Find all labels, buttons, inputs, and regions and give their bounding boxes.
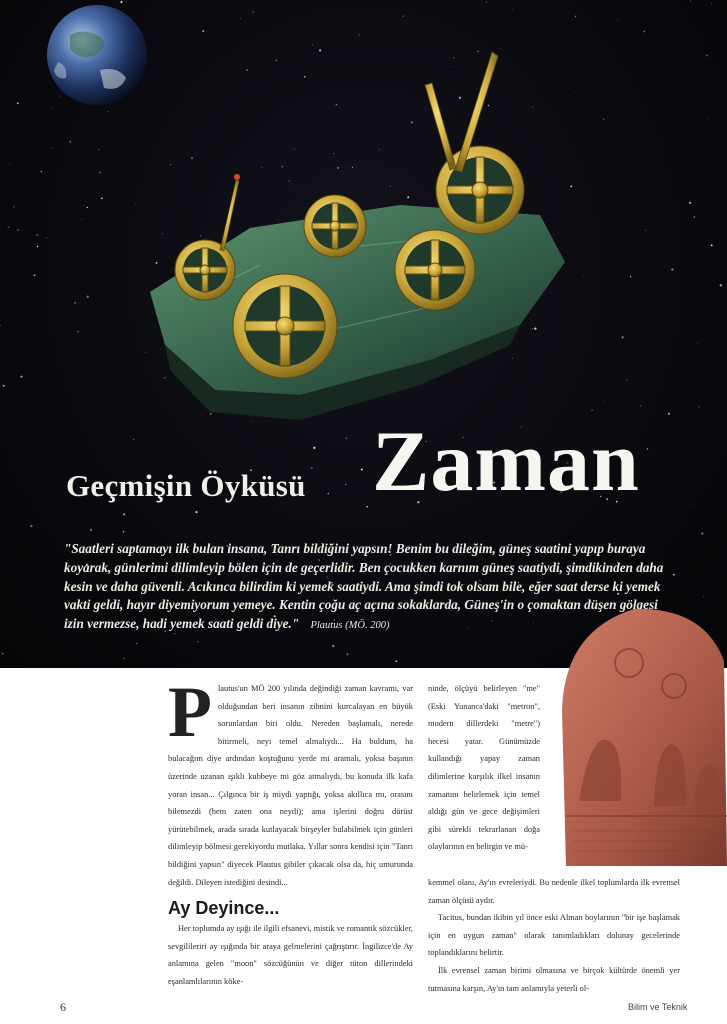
publication-name: Bilim ve Teknik bbox=[628, 1002, 688, 1012]
page-number: 6 bbox=[60, 1000, 66, 1014]
quote-text: "Saatleri saptamayı ilk bulan insana, Tanrı bildiğini yapsın! Benim bu dileğim, güneş saatini yapıp buraya koyarak, günlerimi dilimleyip bölen için de geçerlidir. Ben çocukken karnım güneş saatiydi, şimdikinden daha kesin ve daha güvenli. Acıkınca bilirdim ki yemek saatiydi. Ama şimdi tok olsam bile, eğer saat derse ki yemek vakti geldi, hayır diyemiyorum yemeye. Kentin çoğu aç açına sokaklarda, Güneş'in o çomaktan düşen gölgesi izin vermezse, hadi yemek saati geldi diye." bbox=[64, 541, 664, 632]
article-column-2-bottom bbox=[428, 874, 680, 997]
article-paragraph: Her toplumda ay ışığı ile ilgili efsanevi, mistik ve romantik sözcükler, sevgilileriri ay ışığında bir araya gelmelerini çağrıştırır. İngilizce'de Ay anlamına gelen "moon" sözcüğünün ve diğer tüton dillerindeki eşanlamlılarının köke- bbox=[168, 924, 413, 986]
article-paragraph: İlk evrensel zaman birimi olmasına ve birçok kültürde önemli yer tutmasına karşın, Ay'ın tam anlamıyla yeterli ol- bbox=[428, 965, 680, 993]
article-paragraph: kemmel olanı, Ay'ın evreleriydi. Bu nedenle ilkel toplumlarda ilk evrensel zaman ölçüsü aydır. bbox=[428, 878, 680, 905]
article-column-1-continued bbox=[168, 920, 413, 990]
stele-icon bbox=[544, 601, 727, 866]
article-paragraph: Tacitus, bundan ikibin yıl önce eski Alman boylarının "bir işe başlamak için en uygun zaman" olarak tanımladıkları dolunay gecelerinde toplandıklarını belirtir. bbox=[428, 913, 680, 958]
article-column-2-top bbox=[428, 680, 540, 856]
drop-cap: P bbox=[168, 672, 212, 752]
title-subtitle: Geçmişin Öyküsü bbox=[66, 468, 306, 503]
article-paragraph: ninde, ölçüyü belirleyen "me" (Eski Yunanca'daki "metron", modern dillerdeki "metre") hecesi yatar. Günümüzde kullandığı yapay zaman dilimlerine karşılık ilkel insanın zamanını belirlemek için temel aldığı gün ve gece değişimleri gibi sürekli tekrarlanan doğa olaylarının en belirgin ve mü- bbox=[428, 684, 540, 852]
article-column-1 bbox=[168, 672, 413, 891]
section-heading: Ay Deyince... bbox=[168, 898, 280, 918]
article-paragraph: lautus'un MÖ 200 yılında değindiği zaman kavramı, var olduğundan beri insanın zihnini kurcalayan en büyük sorunlardan biri oldu. Nereden başlamalı, nerede bitirmeli, neyi temel almalıydı... Ha buldum, ha bulacağım diye ardından koştuğunu yerde mi aramalı, yoksa başının üzerinde uzanan ışıklı kubbeye mi göz atmalıydı, bu konuda ilk kafa yoran insan... Çılgınca bir iş miydi yaptığı, yoksa akıllıca mı, orasını bilemezdi (hem zaten ona neydi); ama işlerini doğru dürüst yürütebilmek, arada sırada kutlayacak birşeyler bulabilmek için günleri dilimleyip bölmesi gerekiyordu mutlaka. Yıllar sonra kendisi için "Tanrı bildiğini yapsın" diyecek Plautus gibiler çıkacak olsa da, hiç umurunda değildi. Dileyen istediğini desindi... bbox=[168, 684, 413, 887]
quote-author: Plautus (MÖ. 200) bbox=[310, 620, 390, 632]
earth-icon bbox=[47, 5, 147, 105]
page-title: Zaman bbox=[372, 413, 640, 509]
